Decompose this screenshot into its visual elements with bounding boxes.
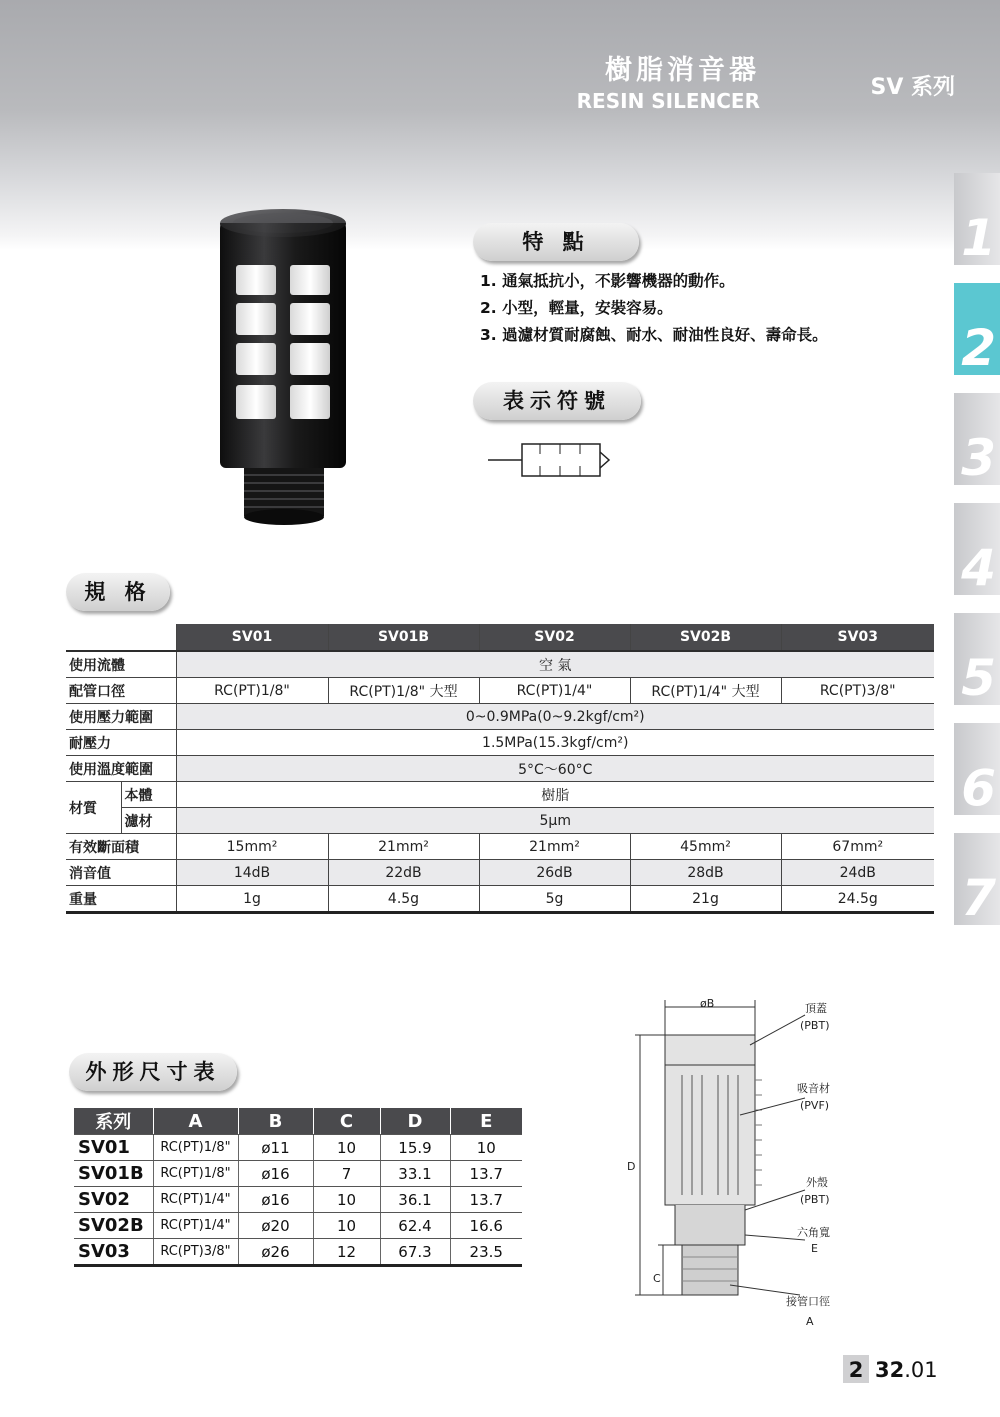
table-cell: 10 [450, 1135, 522, 1161]
dimensions-table [74, 1108, 522, 1267]
drawing-callout-sub: E [811, 1242, 818, 1255]
row-sublabel: 本體 [121, 782, 176, 808]
table-cell: 4.5g [328, 886, 479, 913]
chapter-tab-label: 2 [961, 319, 996, 375]
table-cell: 15mm² [176, 834, 328, 860]
table-cell: 0~0.9MPa(0~9.2kgf/cm²) [176, 704, 934, 730]
table-cell: 1g [176, 886, 328, 913]
column-header: SV02 [479, 624, 630, 651]
table-row [66, 678, 934, 704]
table-cell: 24.5g [781, 886, 934, 913]
table-cell: RC(PT)1/4" [153, 1213, 238, 1239]
spec-table [66, 624, 934, 914]
dimension-drawing [620, 995, 850, 1305]
row-label: 使用壓力範圍 [66, 704, 176, 730]
chapter-tab-1[interactable] [954, 173, 1000, 265]
table-cell: RC(PT)3/8" [153, 1239, 238, 1266]
features-heading: 特 點 [473, 223, 639, 261]
spec-heading: 規 格 [66, 573, 170, 611]
table-row [66, 834, 934, 860]
table-cell: RC(PT)1/8" [153, 1135, 238, 1161]
chapter-tab-label: 3 [961, 429, 996, 485]
table-cell: RC(PT)1/8" [153, 1161, 238, 1187]
table-cell: 7 [313, 1161, 380, 1187]
header-band [0, 0, 1000, 250]
chapter-number: 2 [843, 1355, 869, 1383]
table-cell: 21mm² [479, 834, 630, 860]
table-cell: SV02B [74, 1213, 153, 1239]
drawing-callout: 吸音材 [797, 1082, 830, 1095]
table-cell: 13.7 [450, 1161, 522, 1187]
table-row [66, 730, 934, 756]
table-row [66, 860, 934, 886]
table-cell: 10 [313, 1135, 380, 1161]
feature-item: 1. 通氣抵抗小，不影響機器的動作。 [480, 272, 735, 290]
table-cell: RC(PT)1/8" 大型 [328, 678, 479, 704]
column-header: E [450, 1108, 522, 1135]
row-label: 使用溫度範圍 [66, 756, 176, 782]
table-cell: SV02 [74, 1187, 153, 1213]
table-cell: 樹脂 [176, 782, 934, 808]
row-label: 有效斷面積 [66, 834, 176, 860]
table-cell: 12 [313, 1239, 380, 1266]
features-list [480, 269, 828, 350]
row-label: 配管口徑 [66, 678, 176, 704]
page-title-english: RESIN SILENCER [576, 89, 760, 113]
column-header: A [153, 1108, 238, 1135]
table-cell: SV01B [74, 1161, 153, 1187]
table-cell: 21mm² [328, 834, 479, 860]
drawing-callout-sub: (PBT) [800, 1193, 830, 1206]
table-cell: RC(PT)1/4" [479, 678, 630, 704]
table-header-row [66, 624, 934, 651]
page-number-sub: .01 [904, 1358, 938, 1382]
table-cell: 13.7 [450, 1187, 522, 1213]
table-row [66, 808, 934, 834]
dimensions-heading: 外形尺寸表 [69, 1053, 237, 1091]
drawing-label-d: D [627, 1160, 636, 1173]
table-row [66, 886, 934, 913]
drawing-callout-sub: A [806, 1315, 814, 1328]
table-cell: 21g [630, 886, 781, 913]
table-row [74, 1213, 522, 1239]
table-row [74, 1239, 522, 1266]
table-cell: RC(PT)1/4" [153, 1187, 238, 1213]
table-cell: RC(PT)1/8" [176, 678, 328, 704]
table-cell: ø20 [238, 1213, 313, 1239]
row-label: 材質 [66, 782, 121, 834]
column-header: 系列 [74, 1108, 153, 1135]
table-row [66, 782, 934, 808]
column-header: SV01B [328, 624, 479, 651]
table-cell: 22dB [328, 860, 479, 886]
table-header-row [74, 1108, 522, 1135]
column-header: 系列 [66, 624, 176, 651]
page-number-main: 32 [875, 1358, 905, 1382]
table-row [74, 1187, 522, 1213]
table-cell: 28dB [630, 860, 781, 886]
table-cell: SV03 [74, 1239, 153, 1266]
table-cell: 67.3 [380, 1239, 450, 1266]
chapter-tab-5[interactable] [954, 613, 1000, 705]
chapter-tab-label: 7 [961, 869, 996, 925]
drawing-callout: 六角寬 [797, 1226, 830, 1239]
table-row [74, 1161, 522, 1187]
chapter-tab-4[interactable] [954, 503, 1000, 595]
drawing-callout-sub: (PBT) [800, 1019, 830, 1032]
column-header: SV03 [781, 624, 934, 651]
table-cell: 23.5 [450, 1239, 522, 1266]
column-header: D [380, 1108, 450, 1135]
symbol-heading: 表示符號 [473, 382, 641, 420]
row-label: 耐壓力 [66, 730, 176, 756]
chapter-tab-label: 1 [961, 209, 996, 265]
table-cell: 5μm [176, 808, 934, 834]
table-cell: ø16 [238, 1161, 313, 1187]
drawing-callout-sub: (PVF) [800, 1099, 830, 1112]
chapter-tab-7[interactable] [954, 833, 1000, 925]
row-label: 重量 [66, 886, 176, 913]
feature-item: 2. 小型，輕量，安裝容易。 [480, 299, 673, 317]
table-row [74, 1135, 522, 1161]
table-cell: 45mm² [630, 834, 781, 860]
table-row [66, 651, 934, 678]
page-title-chinese: 樹脂消音器 [605, 55, 760, 86]
table-cell: 26dB [479, 860, 630, 886]
table-cell: 10 [313, 1213, 380, 1239]
chapter-tab-2[interactable] [954, 283, 1000, 375]
column-header: C [313, 1108, 380, 1135]
table-cell: 空 氣 [176, 651, 934, 678]
product-photo [212, 205, 362, 530]
row-label: 使用流體 [66, 651, 176, 678]
page-number [843, 1355, 938, 1385]
table-cell: 67mm² [781, 834, 934, 860]
table-cell: 5g [479, 886, 630, 913]
feature-item: 3. 過濾材質耐腐蝕、耐水、耐油性良好、壽命長。 [480, 326, 828, 344]
table-cell: ø16 [238, 1187, 313, 1213]
table-cell: ø11 [238, 1135, 313, 1161]
column-header: B [238, 1108, 313, 1135]
table-row [66, 756, 934, 782]
silencer-symbol-icon [488, 440, 618, 480]
chapter-tab-label: 6 [961, 759, 996, 815]
table-cell: 36.1 [380, 1187, 450, 1213]
column-header: SV02B [630, 624, 781, 651]
chapter-tab-6[interactable] [954, 723, 1000, 815]
drawing-callout: 外殼 [806, 1176, 828, 1189]
table-row [66, 704, 934, 730]
chapter-tab-label: 5 [961, 649, 996, 705]
drawing-label-diameter: øB [700, 997, 715, 1010]
table-cell: ø26 [238, 1239, 313, 1266]
chapter-tab-label: 4 [961, 539, 996, 595]
drawing-callout: 接管口徑 [786, 1295, 830, 1308]
table-cell: 16.6 [450, 1213, 522, 1239]
table-cell: RC(PT)3/8" [781, 678, 934, 704]
row-label: 消音值 [66, 860, 176, 886]
table-cell: 10 [313, 1187, 380, 1213]
drawing-callout: 頂蓋 [805, 1002, 827, 1015]
table-cell: 1.5MPa(15.3kgf/cm²) [176, 730, 934, 756]
table-cell: 24dB [781, 860, 934, 886]
table-cell: 5°C～60°C [176, 756, 934, 782]
table-cell: 15.9 [380, 1135, 450, 1161]
series-label: SV 系列 [870, 75, 955, 100]
table-cell: 14dB [176, 860, 328, 886]
table-cell: RC(PT)1/4" 大型 [630, 678, 781, 704]
row-sublabel: 濾材 [121, 808, 176, 834]
drawing-label-c: C [653, 1272, 661, 1285]
chapter-tab-3[interactable] [954, 393, 1000, 485]
table-cell: 62.4 [380, 1213, 450, 1239]
table-cell: 33.1 [380, 1161, 450, 1187]
table-cell: SV01 [74, 1135, 153, 1161]
column-header: SV01 [176, 624, 328, 651]
